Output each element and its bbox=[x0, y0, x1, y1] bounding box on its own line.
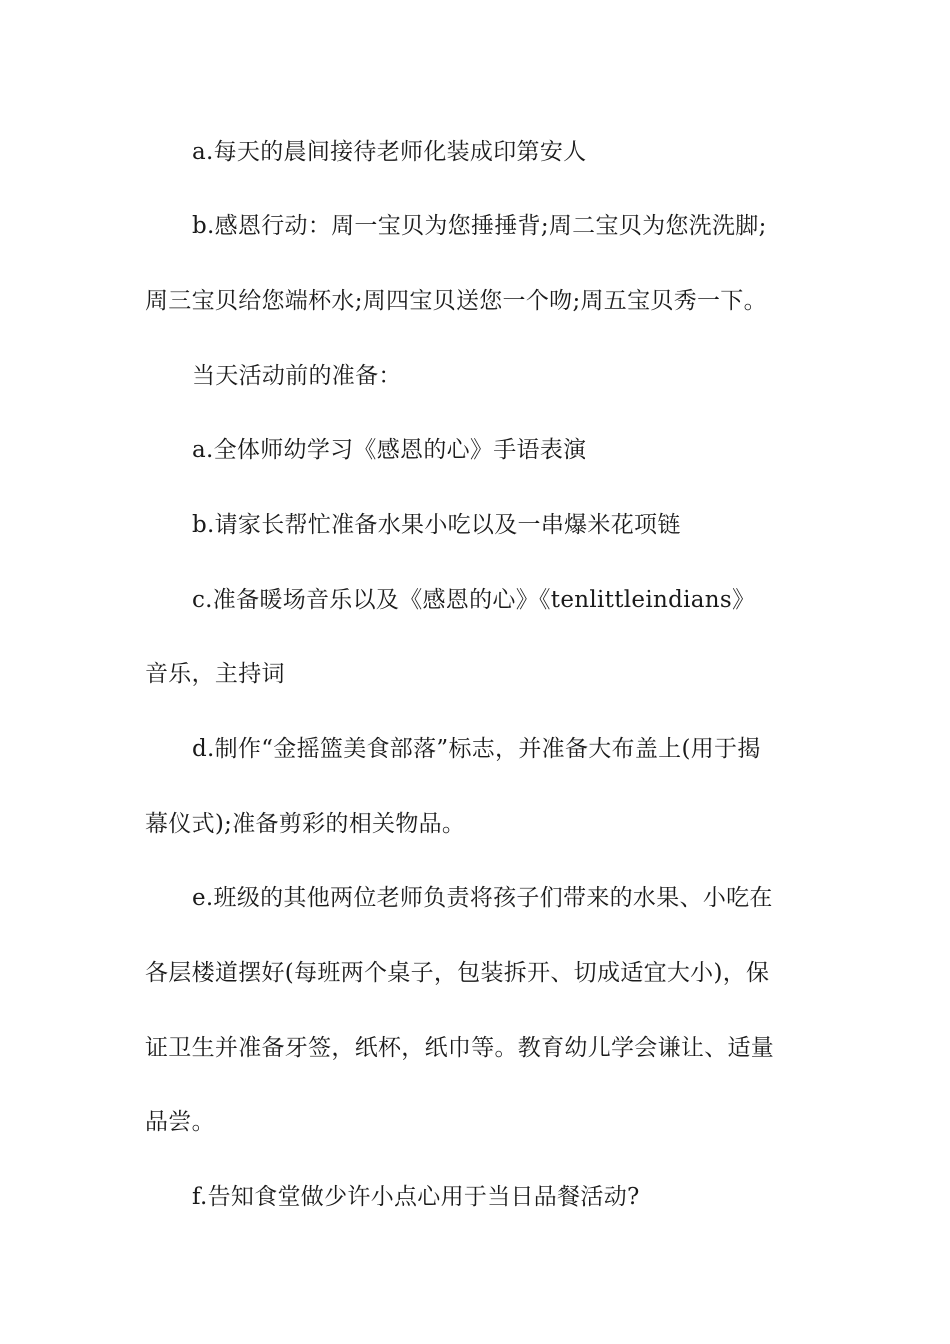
paragraph-e-continued-1: 各层楼道摆好(每班两个桌子，包装拆开、切成适宜大小)，保 bbox=[145, 960, 770, 986]
paragraph-b-parents-help: b.请家长帮忙准备水果小吃以及一串爆米花项链 bbox=[192, 512, 681, 538]
paragraph-f-canteen: f.告知食堂做少许小点心用于当日品餐活动? bbox=[192, 1184, 640, 1210]
paragraph-e-teachers: e.班级的其他两位老师负责将孩子们带来的水果、小吃在 bbox=[192, 885, 773, 911]
paragraph-c-continued: 音乐，主持词 bbox=[145, 661, 285, 687]
paragraph-b-continued: 周三宝贝给您端杯水;周四宝贝送您一个吻;周五宝贝秀一下。 bbox=[145, 288, 767, 314]
paragraph-d-sign-making: d.制作“金摇篮美食部落”标志，并准备大布盖上(用于揭 bbox=[192, 736, 761, 762]
paragraph-b-gratitude-action: b.感恩行动：周一宝贝为您捶捶背;周二宝贝为您洗洗脚; bbox=[192, 213, 767, 239]
paragraph-c-music: c.准备暖场音乐以及《感恩的心》《tenlittleindians》 bbox=[192, 587, 756, 613]
paragraph-e-continued-2: 证卫生并准备牙签，纸杯，纸巾等。教育幼儿学会谦让、适量 bbox=[145, 1035, 775, 1061]
paragraph-a-sign-language: a.全体师幼学习《感恩的心》手语表演 bbox=[192, 437, 587, 463]
paragraph-a-morning-reception: a.每天的晨间接待老师化装成印第安人 bbox=[192, 139, 587, 165]
section-heading-preparation: 当天活动前的准备： bbox=[192, 363, 402, 389]
paragraph-e-continued-3: 品尝。 bbox=[145, 1109, 215, 1135]
paragraph-d-continued: 幕仪式);准备剪彩的相关物品。 bbox=[145, 811, 466, 837]
